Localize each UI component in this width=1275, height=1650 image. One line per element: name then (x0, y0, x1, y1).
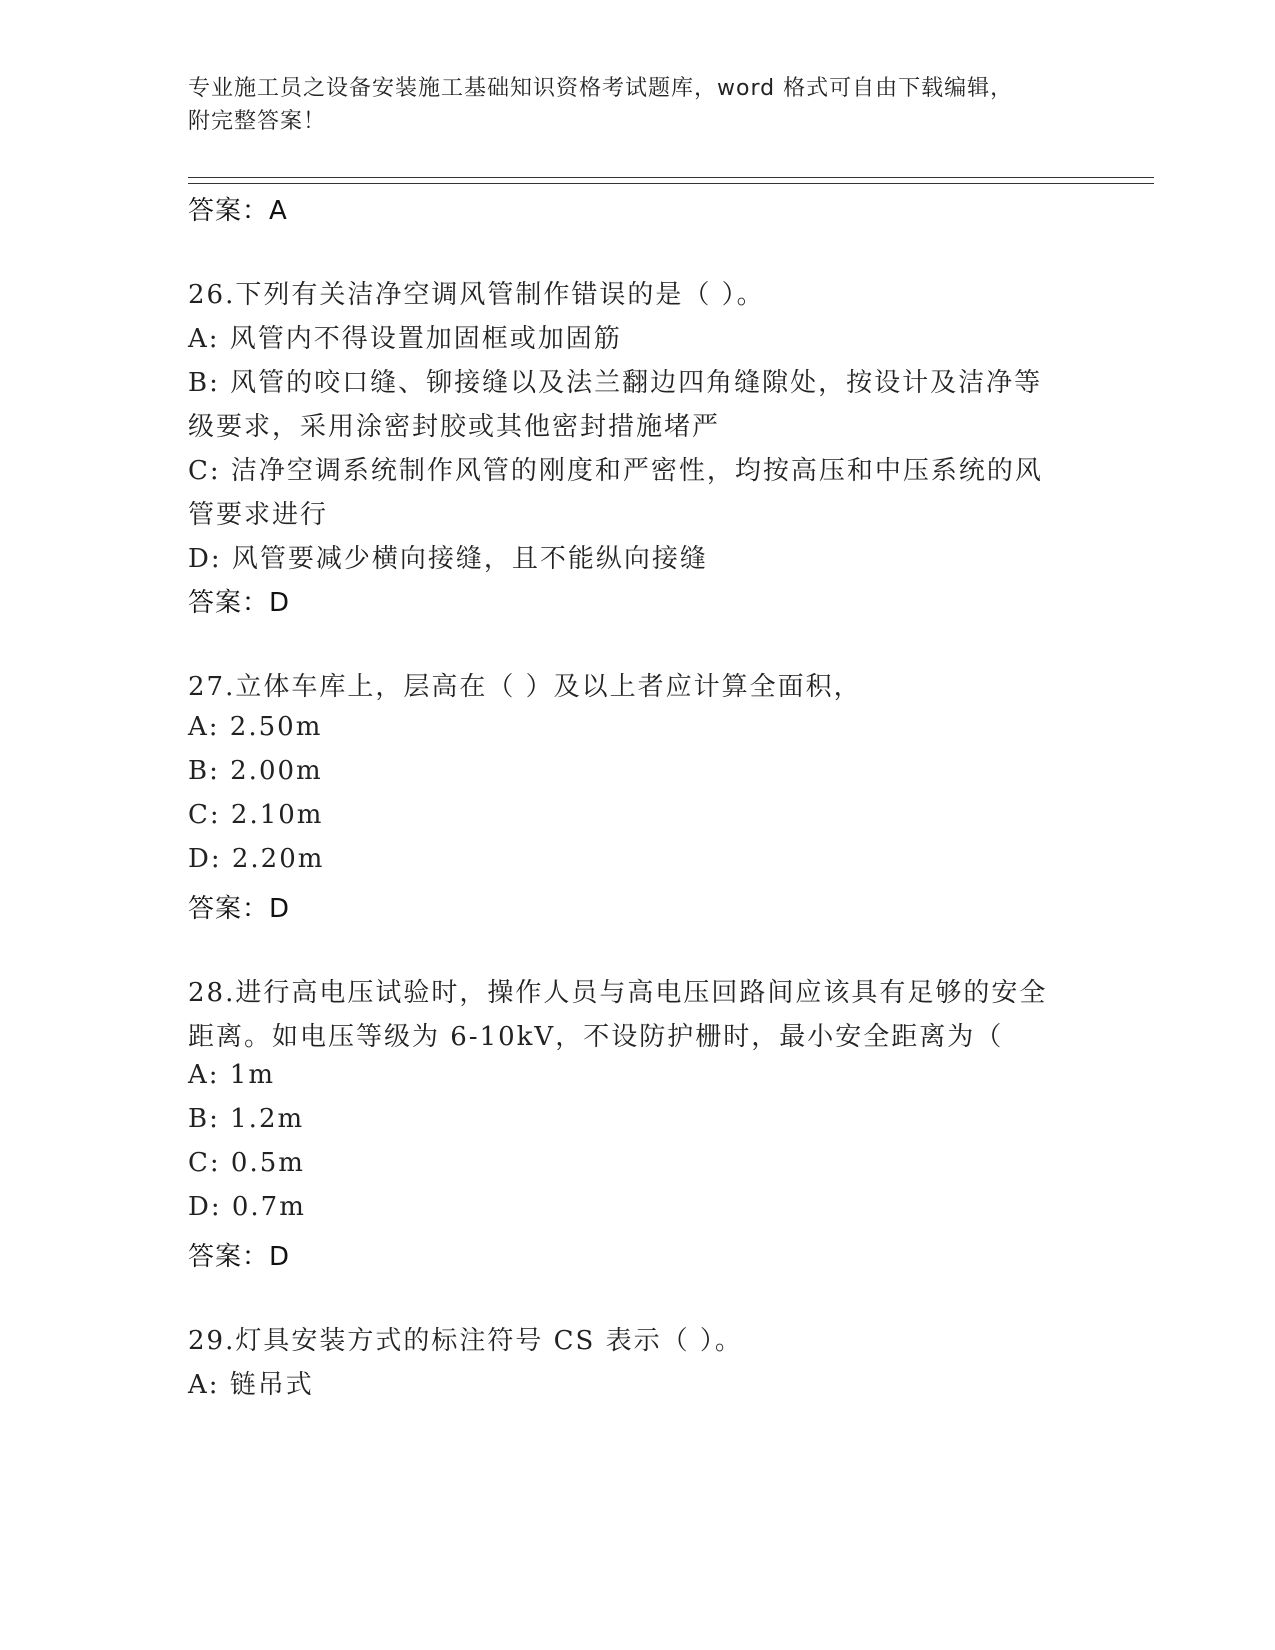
question-28-option-b: B: 1.2m (188, 1104, 305, 1134)
header-rule-bottom (188, 183, 1154, 184)
question-28-option-c: C: 0.5m (188, 1148, 305, 1178)
question-26-option-c-line-1: C: 洁净空调系统制作风管的刚度和严密性，均按高压和中压系统的风 (188, 456, 1043, 486)
answer-27: 答案：D (188, 894, 291, 924)
answer-26: 答案：D (188, 588, 291, 618)
question-26-option-d: D: 风管要减少横向接缝，且不能纵向接缝 (188, 544, 708, 574)
question-28-option-d: D: 0.7m (188, 1192, 306, 1222)
question-26-option-c-line-2: 管要求进行 (188, 500, 329, 530)
document-header (188, 72, 1068, 138)
question-27-stem: 27.立体车库上，层高在（ ）及以上者应计算全面积， (188, 672, 862, 702)
answer-25: 答案：A (188, 196, 288, 226)
question-26-stem: 26.下列有关洁净空调风管制作错误的是（ ）。 (188, 280, 765, 310)
question-26-option-b-line-2: 级要求，采用涂密封胶或其他密封措施堵严 (188, 412, 721, 442)
header-rule-top (188, 177, 1154, 178)
question-29-stem: 29.灯具安装方式的标注符号 CS 表示（ ）。 (188, 1326, 743, 1356)
question-27-option-a: A: 2.50m (188, 712, 323, 742)
question-26-option-b-line-1: B: 风管的咬口缝、铆接缝以及法兰翻边四角缝隙处，按设计及洁净等 (188, 368, 1043, 398)
question-28-option-a: A: 1m (188, 1060, 275, 1090)
question-29-option-a: A: 链吊式 (188, 1370, 314, 1400)
question-27-option-d: D: 2.20m (188, 844, 325, 874)
question-27-option-c: C: 2.10m (188, 800, 324, 830)
answer-28: 答案：D (188, 1242, 291, 1272)
question-27-option-b: B: 2.00m (188, 756, 323, 786)
header-line-1: 专业施工员之设备安装施工基础知识资格考试题库，word 格式可自由下载编辑， (188, 76, 1014, 101)
question-26-option-a: A: 风管内不得设置加固框或加固筋 (188, 324, 622, 354)
question-28-stem-line-1: 28.进行高电压试验时，操作人员与高电压回路间应该具有足够的安全 (188, 978, 1048, 1008)
header-line-2: 附完整答案！ (188, 109, 327, 134)
question-28-stem-line-2: 距离。如电压等级为 6-10kV，不设防护栅时，最小安全距离为（ (188, 1022, 1004, 1052)
